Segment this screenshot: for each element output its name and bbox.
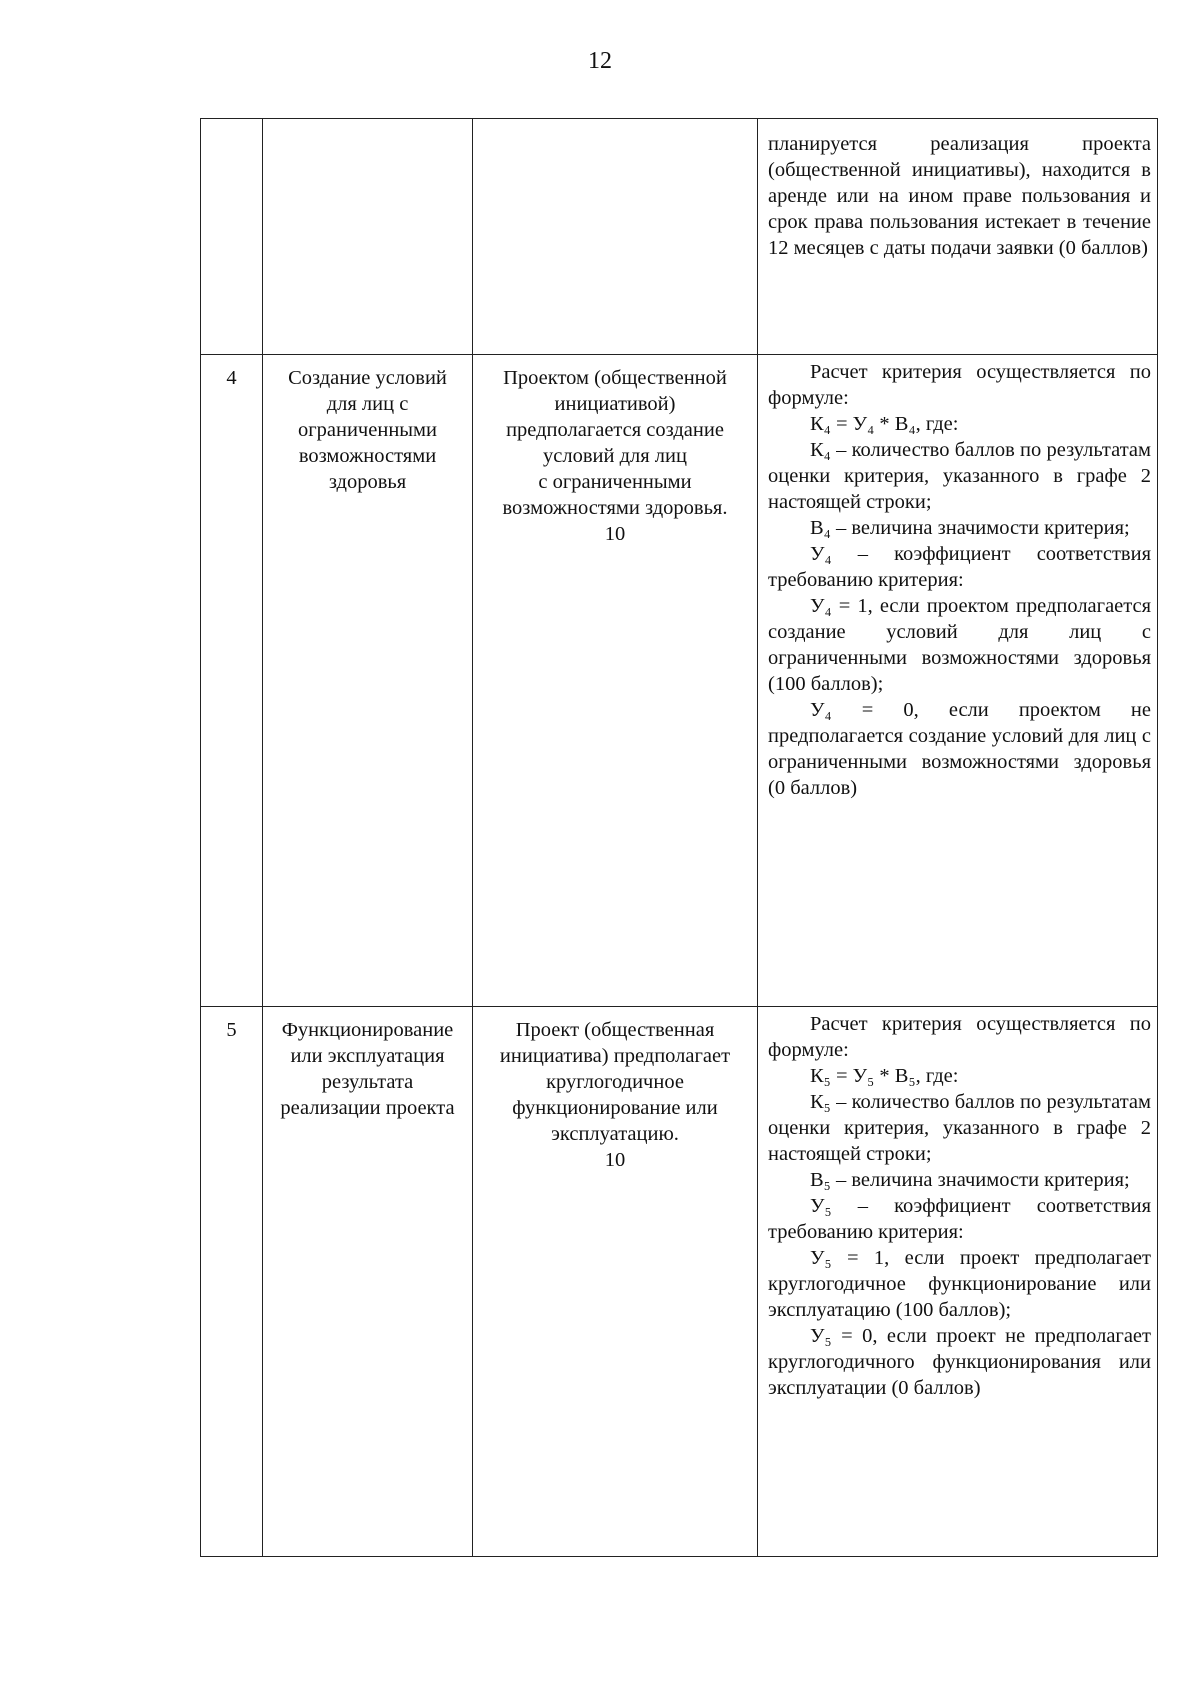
calc-paragraph: У₅ = 1, если проект предполагает круглогодичное функционирование или эксплуатацию (100 баллов); xyxy=(768,1247,1151,1321)
calc-paragraph: У₅ = 0, если проект не предполагает круглогодичного функционирования или эксплуатации (0 баллов) xyxy=(768,1325,1151,1399)
cell-description xyxy=(473,355,758,1007)
description-text: Проект (общественная инициатива) предполагает круглогодичное функционирование или эксплуатацию. xyxy=(499,1019,731,1145)
table-row-continuation xyxy=(201,119,1158,355)
calc-paragraph: В₄ – величина значимости критерия; xyxy=(810,517,1130,539)
calc-paragraph: планируется реализация проекта (общественной инициативы), находится в аренде или на ином праве пользования и срок права пользования истекает в течение 12 месяцев с даты подачи заявки (0 баллов) xyxy=(768,133,1151,259)
calc-paragraph: К₅ – количество баллов по результатам оценки критерия, указанного в графе 2 настоящей строки; xyxy=(768,1091,1151,1165)
cell-number xyxy=(201,119,263,355)
description-text: Проектом (общественной инициативой) предполагается создание условий для лиц с ограниченными возможностями здоровья. xyxy=(502,367,728,519)
calc-paragraph: У₅ – коэффициент соответствия требованию критерия: xyxy=(768,1195,1151,1243)
calc-paragraph: У₄ – коэффициент соответствия требованию критерия: xyxy=(768,543,1151,591)
criteria-table xyxy=(200,118,1158,1557)
calc-paragraph: В₅ – величина значимости критерия; xyxy=(810,1169,1130,1191)
cell-calculation xyxy=(758,119,1158,355)
calc-paragraph: У₄ = 1, если проектом предполагается создание условий для лиц с ограниченными возможностями здоровья (100 баллов); xyxy=(768,595,1151,695)
cell-number: 4 xyxy=(201,355,263,1007)
cell-calculation xyxy=(758,355,1158,1007)
calc-paragraph: К₄ – количество баллов по результатам оценки критерия, указанного в графе 2 настоящей строки; xyxy=(768,439,1151,513)
calc-paragraph: Расчет критерия осуществляется по формуле: xyxy=(768,1013,1151,1061)
cell-number: 5 xyxy=(201,1007,263,1557)
table-row xyxy=(201,1007,1158,1557)
page-number: 12 xyxy=(588,48,612,74)
calc-paragraph: У₄ = 0, если проектом не предполагается создание условий для лиц с ограниченными возможностями здоровья (0 баллов) xyxy=(768,699,1151,799)
cell-description xyxy=(473,119,758,355)
calc-formula: К₄ = У₄ * В₄, где: xyxy=(810,413,959,435)
points-value: 10 xyxy=(604,1149,626,1171)
calc-paragraph: Расчет критерия осуществляется по формуле: xyxy=(768,361,1151,409)
cell-description xyxy=(473,1007,758,1557)
points-value: 10 xyxy=(604,523,626,545)
cell-calculation xyxy=(758,1007,1158,1557)
cell-criterion-name xyxy=(263,119,473,355)
cell-criterion-name: Функционирование или эксплуатация результата реализации проекта xyxy=(263,1007,473,1557)
table-row xyxy=(201,355,1158,1007)
calc-formula: К₅ = У₅ * В₅, где: xyxy=(810,1065,959,1087)
cell-criterion-name: Создание условий для лиц с ограниченными возможностями здоровья xyxy=(263,355,473,1007)
